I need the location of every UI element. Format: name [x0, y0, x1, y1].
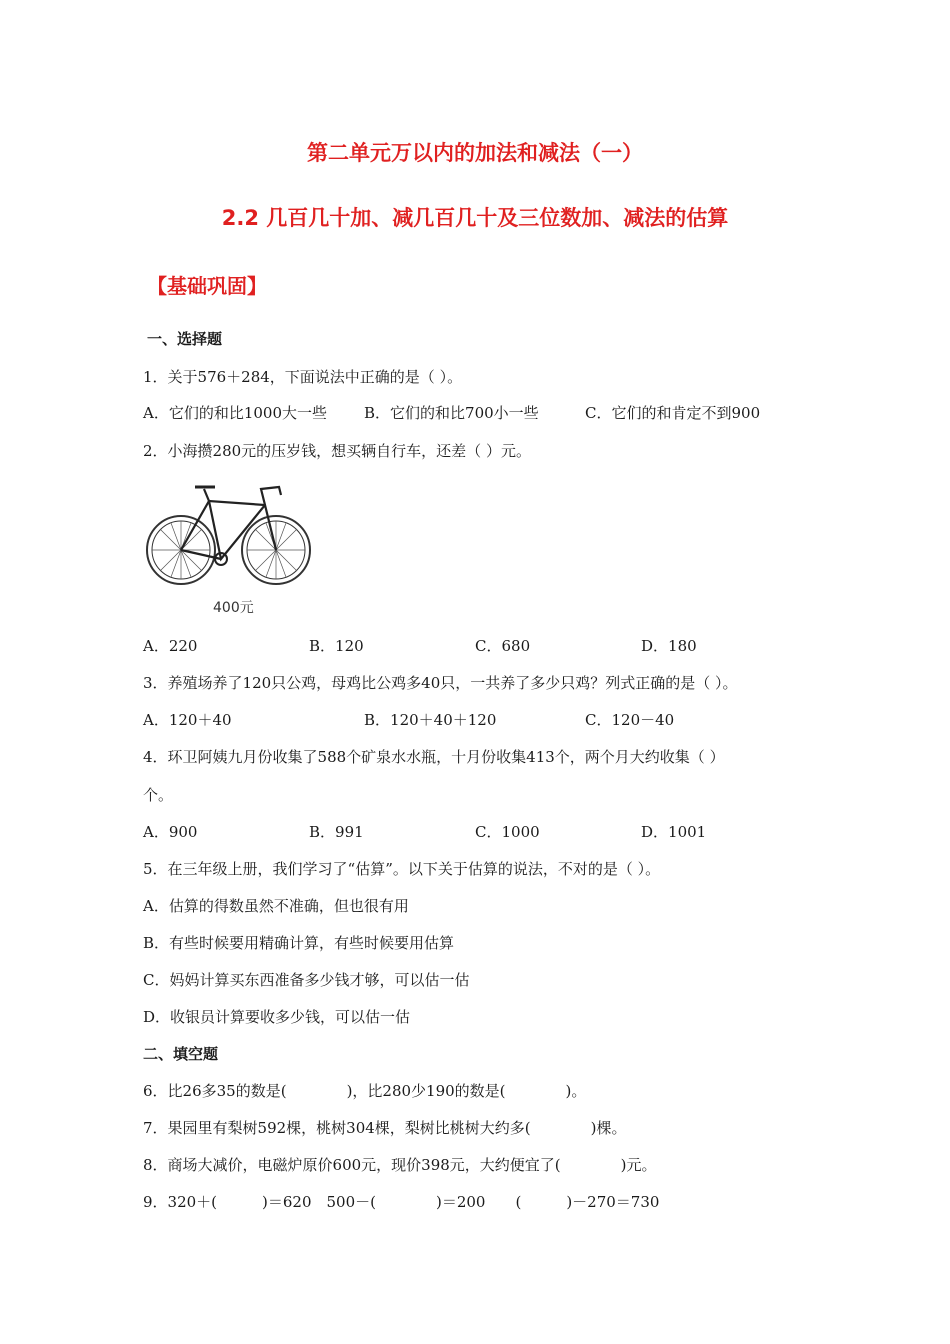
question-6: 6．比26多35的数是( )，比280少190的数是( )。: [143, 1082, 587, 1100]
q2-option-b: B．120: [309, 637, 364, 655]
section-fill-heading: 二、填空题: [143, 1045, 219, 1063]
question-7: 7．果园里有梨树592棵，桃树304棵，梨树比桃树大约多( )棵。: [143, 1119, 627, 1137]
bicycle-image: [143, 475, 315, 620]
q5-option-c: C．妈妈计算买东西准备多少钱才够，可以估一估: [143, 971, 470, 989]
unit-title: 第二单元万以内的加法和减法（一）: [307, 141, 643, 165]
question-4: 4．环卫阿姨九月份收集了588个矿泉水水瓶，十月份收集413个，两个月大约收集（ ）: [143, 748, 725, 766]
section-choice-heading: 一、选择题: [147, 330, 223, 348]
lesson-title: 2.2 几百几十加、减几百几十及三位数加、减法的估算: [221, 206, 729, 230]
q2-option-c: C．680: [475, 637, 531, 655]
q5-option-b: B．有些时候要用精确计算，有些时候要用估算: [143, 934, 455, 952]
q2-option-d: D．180: [641, 637, 697, 655]
question-9: 9．320＋( )＝620 500－( )＝200 ( )－270＝730: [143, 1193, 660, 1211]
q5-option-d: D．收银员计算要收多少钱，可以估一估: [143, 1008, 411, 1026]
question-5: 5．在三年级上册，我们学习了“估算”。以下关于估算的说法，不对的是（ ）。: [143, 860, 661, 878]
question-2: 2．小海攒280元的压岁钱，想买辆自行车，还差（ ）元。: [143, 442, 531, 460]
question-3: 3．养殖场养了120只公鸡，母鸡比公鸡多40只，一共养了多少只鸡？列式正确的是（ ）。: [143, 674, 738, 692]
q5-option-a: A．估算的得数虽然不准确，但也很有用: [143, 897, 409, 915]
section-tag: 【基础巩固】: [147, 274, 267, 298]
q4-option-b: B．991: [309, 823, 364, 841]
q4-option-a: A．900: [143, 823, 198, 841]
question-4-cont: 个。: [143, 786, 174, 804]
q2-option-a: A．220: [143, 637, 198, 655]
q3-option-c: C．120－40: [585, 711, 675, 729]
q3-option-b: B．120＋40＋120: [364, 711, 497, 729]
q4-option-c: C．1000: [475, 823, 540, 841]
q1-option-b: B．它们的和比700小一些: [364, 404, 539, 422]
q1-option-c: C．它们的和肯定不到900: [585, 404, 761, 422]
q4-option-d: D．1001: [641, 823, 707, 841]
q1-option-a: A．它们的和比1000大一些: [143, 404, 328, 422]
bicycle-price: 400元: [213, 600, 254, 616]
q3-option-a: A．120＋40: [143, 711, 232, 729]
question-8: 8．商场大减价，电磁炉原价600元，现价398元，大约便宜了( )元。: [143, 1156, 657, 1174]
question-1: 1．关于576＋284，下面说法中正确的是（ ）。: [143, 368, 463, 386]
